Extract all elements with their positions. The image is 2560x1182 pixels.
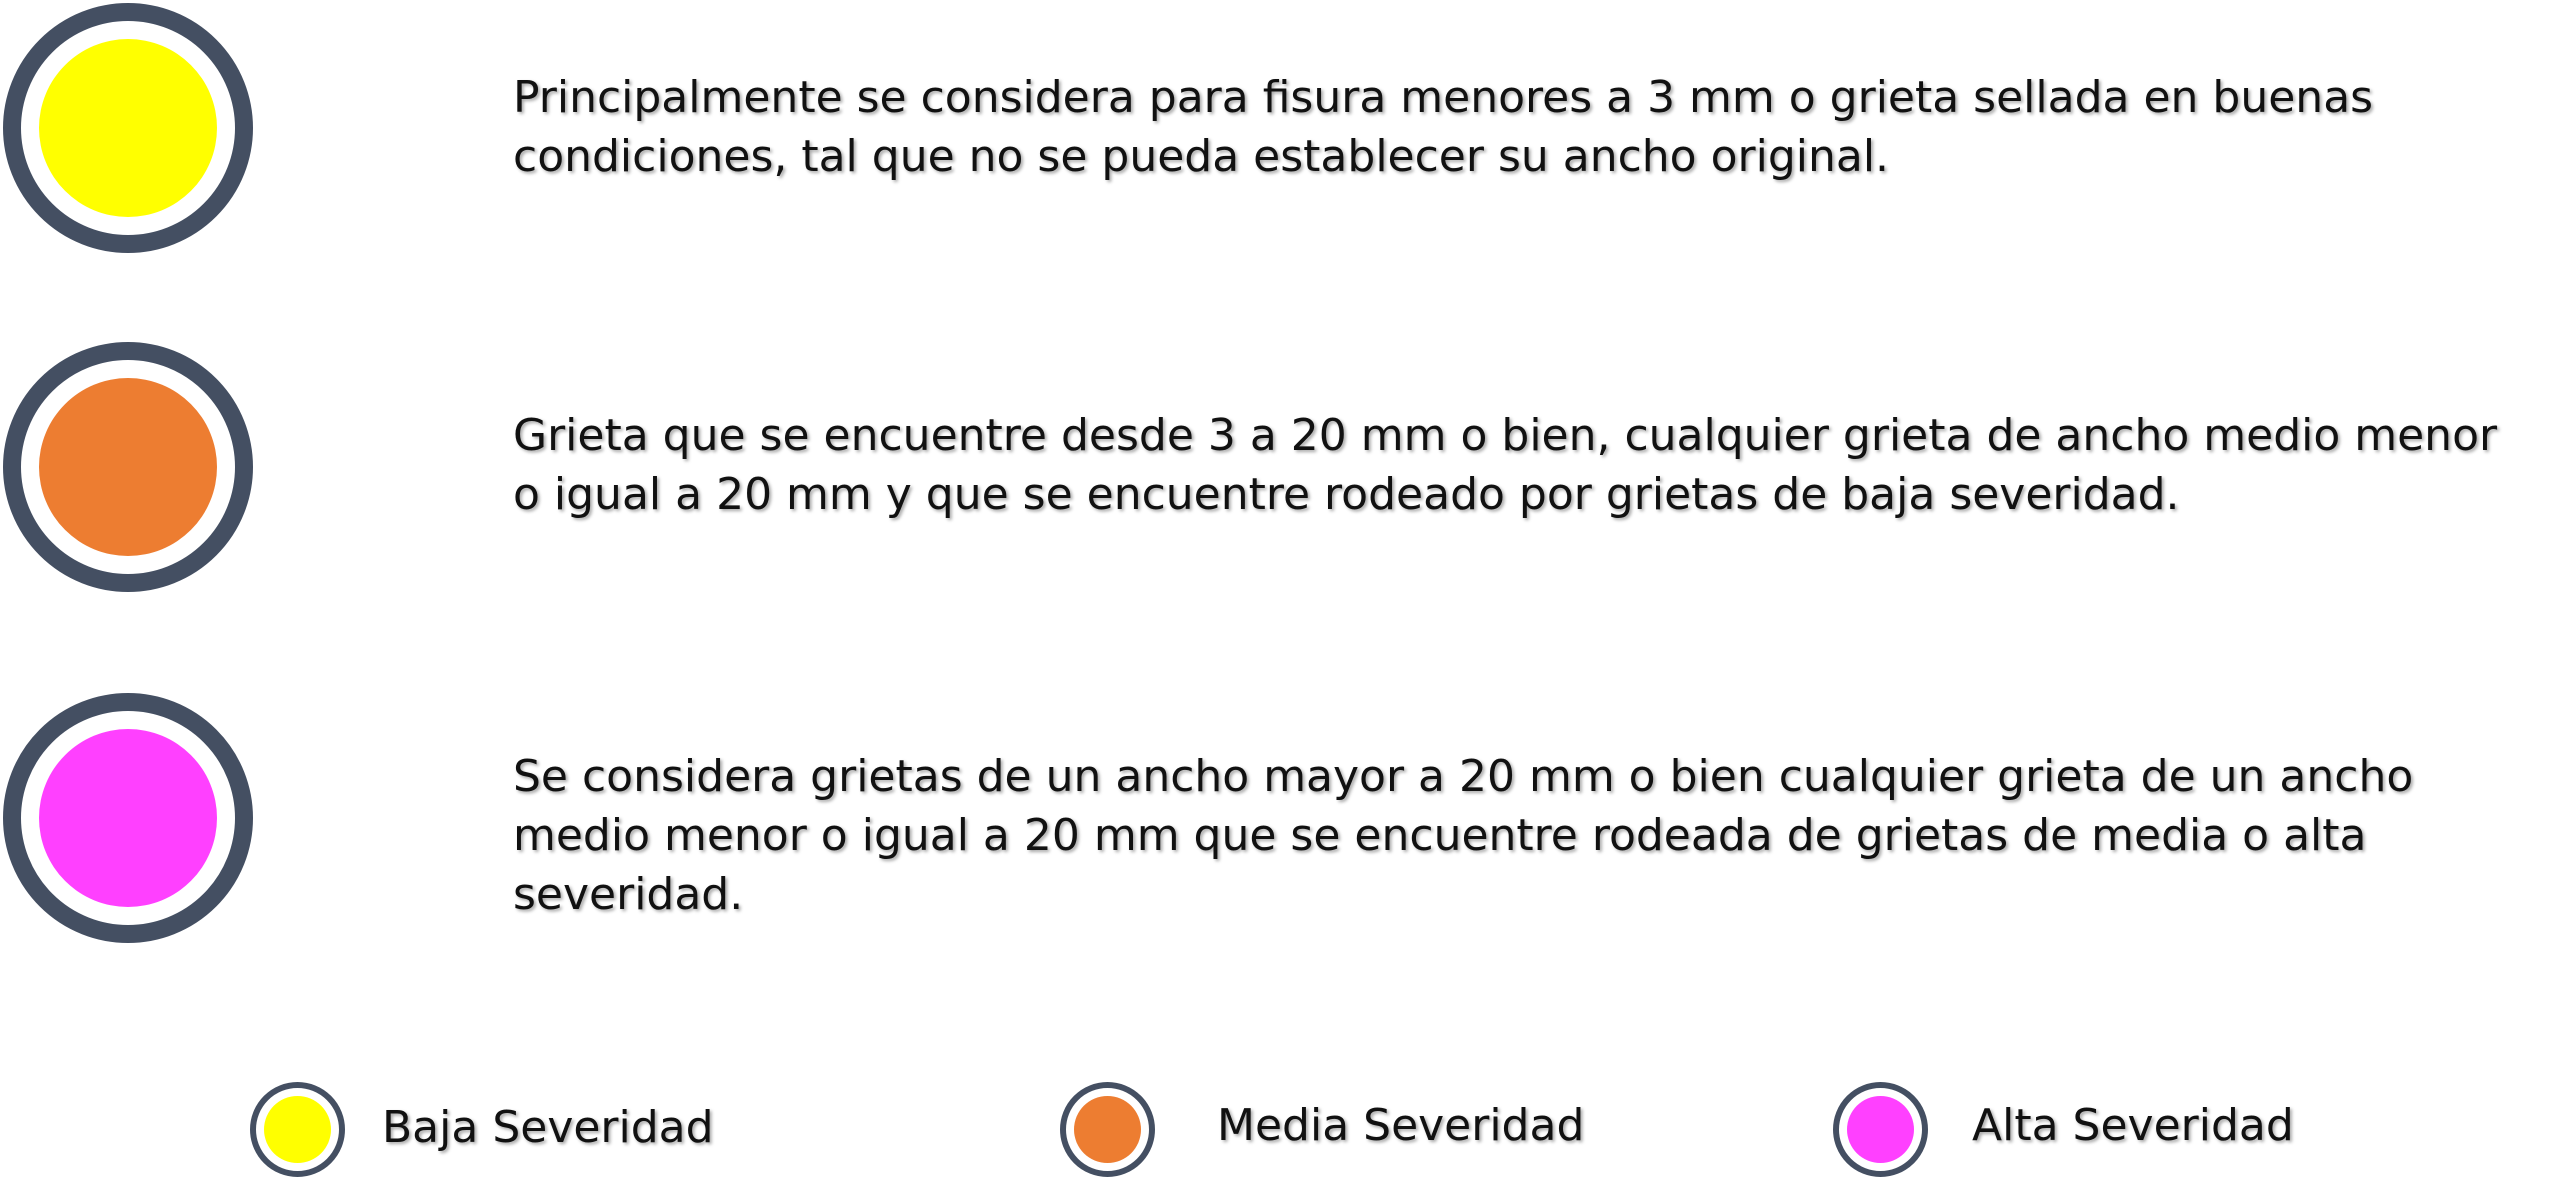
severity-medium-circle [3, 342, 253, 592]
legend-medium-icon [1060, 1082, 1155, 1177]
legend-high-icon [1833, 1082, 1928, 1177]
legend-medium-label: Media Severidad [1217, 1100, 1585, 1151]
legend-item-low [250, 1082, 714, 1177]
legend-high-label: Alta Severidad [1972, 1100, 2294, 1151]
severity-high-description: Se considera grietas de un ancho mayor a 20 mm o bien cualquier grieta de un ancho medio menor o igual a 20 mm que se encuentre rodeada de grietas de media o alta severidad. [513, 751, 2414, 920]
severity-low-description: Principalmente se considera para fisura menores a 3 mm o grieta sellada en buenas condiciones, tal que no se pueda establecer su ancho original. [513, 72, 2374, 182]
legend-item-high [1833, 1082, 2333, 1177]
legend-low-icon [250, 1082, 345, 1177]
severity-low-circle [3, 3, 253, 253]
legend-low-label: Baja Severidad [382, 1102, 714, 1153]
severity-medium-fill [39, 378, 217, 556]
severity-low-fill [39, 39, 217, 217]
severity-medium-description: Grieta que se encuentre desde 3 a 20 mm o bien, cualquier grieta de ancho medio menor o igual a 20 mm y que se encuentre rodeado por grietas de baja severidad. [513, 410, 2498, 520]
severity-high-fill [39, 729, 217, 907]
legend-item-medium [1060, 1082, 1585, 1177]
severity-high-circle [3, 693, 253, 943]
